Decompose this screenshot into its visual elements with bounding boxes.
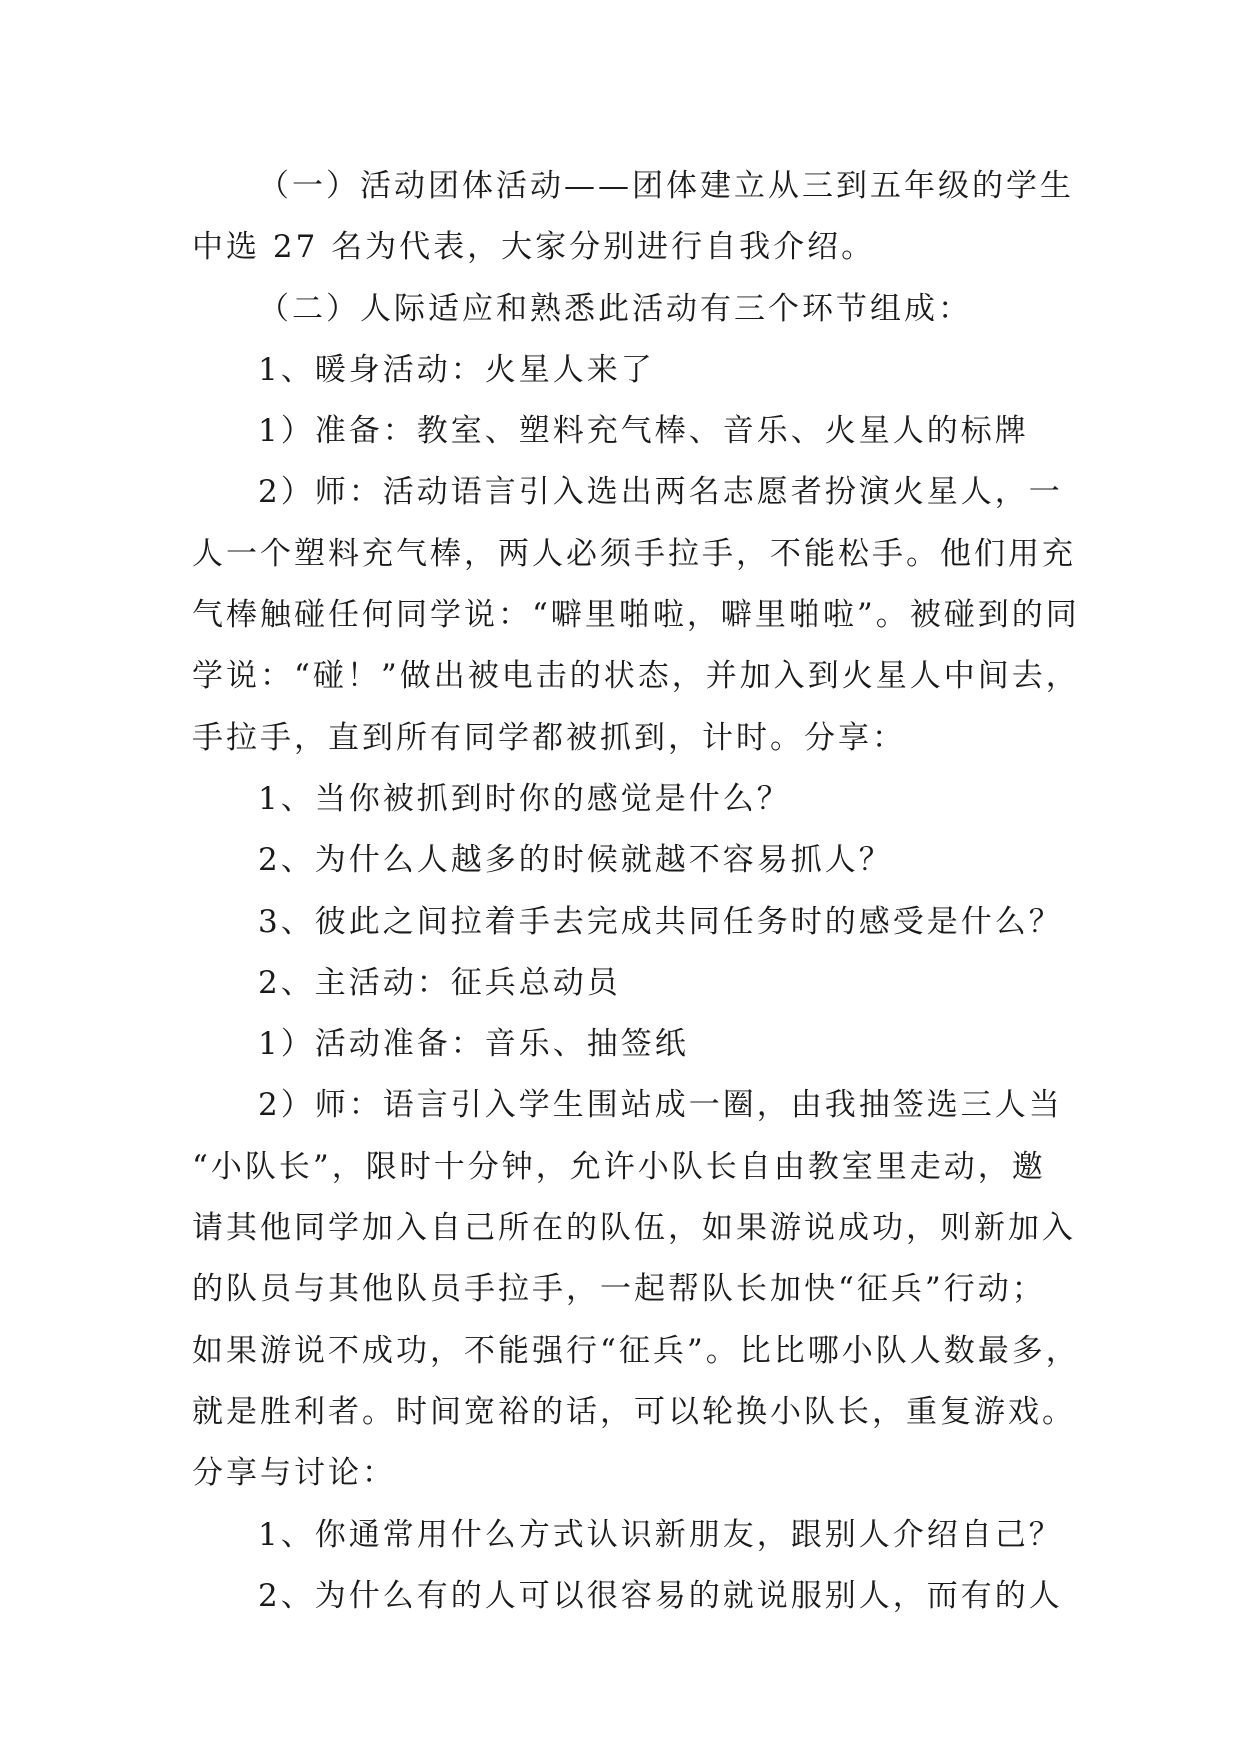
text-line: 2、主活动：征兵总动员 (258, 964, 621, 1001)
text-line: 分享与讨论： (192, 1455, 396, 1492)
text-line: （一）活动团体活动——团体建立从三到五年级的学生 (258, 168, 1074, 204)
paragraph-main-activity-prep (192, 1014, 1052, 1075)
paragraph-warmup-prep (192, 401, 1052, 462)
text-line: 1、你通常用什么方式认识新朋友，跟别人介绍自己？ (258, 1516, 1063, 1553)
text-line: 2）师：活动语言引入选出两名志愿者扮演火星人，一 (258, 474, 1063, 511)
text-line: 气棒触碰任何同学说：“噼里啪啦，噼里啪啦”。被碰到的同 (192, 597, 1080, 634)
paragraph-warmup-title (192, 340, 1052, 401)
paragraph-discussion-2 (192, 1566, 1063, 1627)
paragraph-main-activity-steps (192, 1075, 1080, 1504)
text-line: “小队长”，限时十分钟，允许小队长自由教室里走动，邀 (192, 1148, 1046, 1185)
paragraph-question-1 (192, 769, 1052, 830)
text-line: 如果游说不成功，不能强行“征兵”。比比哪小队人数最多， (192, 1332, 1080, 1369)
paragraph-question-3 (192, 892, 1063, 953)
paragraph-question-2 (192, 830, 1052, 891)
document-body (192, 156, 1080, 1627)
text-line: 人一个塑料充气棒，两人必须手拉手，不能松手。他们用充 (192, 535, 1076, 572)
text-line: 2、为什么有的人可以很容易的就说服别人，而有的人 (258, 1577, 1063, 1614)
text-line: 3、彼此之间拉着手去完成共同任务时的感受是什么？ (258, 903, 1063, 940)
text-line: 中选 27 名为代表，大家分别进行自我介绍。 (192, 229, 876, 266)
text-line: 2、为什么人越多的时候就越不容易抓人？ (258, 842, 893, 879)
text-line: 1）准备：教室、塑料充气棒、音乐、火星人的标牌 (258, 413, 1029, 450)
text-line: 的队员与其他队员手拉手，一起帮队长加快“征兵”行动； (192, 1271, 1046, 1308)
text-line: （二）人际适应和熟悉此活动有三个环节组成： (258, 290, 972, 327)
text-line: 2）师：语言引入学生围站成一圈，由我抽签选三人当 (258, 1087, 1063, 1124)
text-line: 学说：“碰！”做出被电击的状态，并加入到火星人中间去， (192, 658, 1080, 695)
paragraph-discussion-1 (192, 1505, 1063, 1566)
paragraph-warmup-steps (192, 462, 1080, 768)
text-line: 手拉手，直到所有同学都被抓到，计时。分享： (192, 719, 906, 756)
text-line: 就是胜利者。时间宽裕的话，可以轮换小队长，重复游戏。 (192, 1393, 1076, 1430)
paragraph-activity-two (192, 279, 1052, 340)
text-line: 1、暖身活动：火星人来了 (258, 351, 655, 388)
paragraph-main-activity-title (192, 953, 1052, 1014)
text-line: 1、当你被抓到时你的感觉是什么？ (258, 780, 791, 817)
paragraph-activity-one (192, 156, 1074, 279)
text-line: 请其他同学加入自己所在的队伍，如果游说成功，则新加入 (192, 1210, 1076, 1247)
text-line: 1）活动准备：音乐、抽签纸 (258, 1026, 689, 1063)
